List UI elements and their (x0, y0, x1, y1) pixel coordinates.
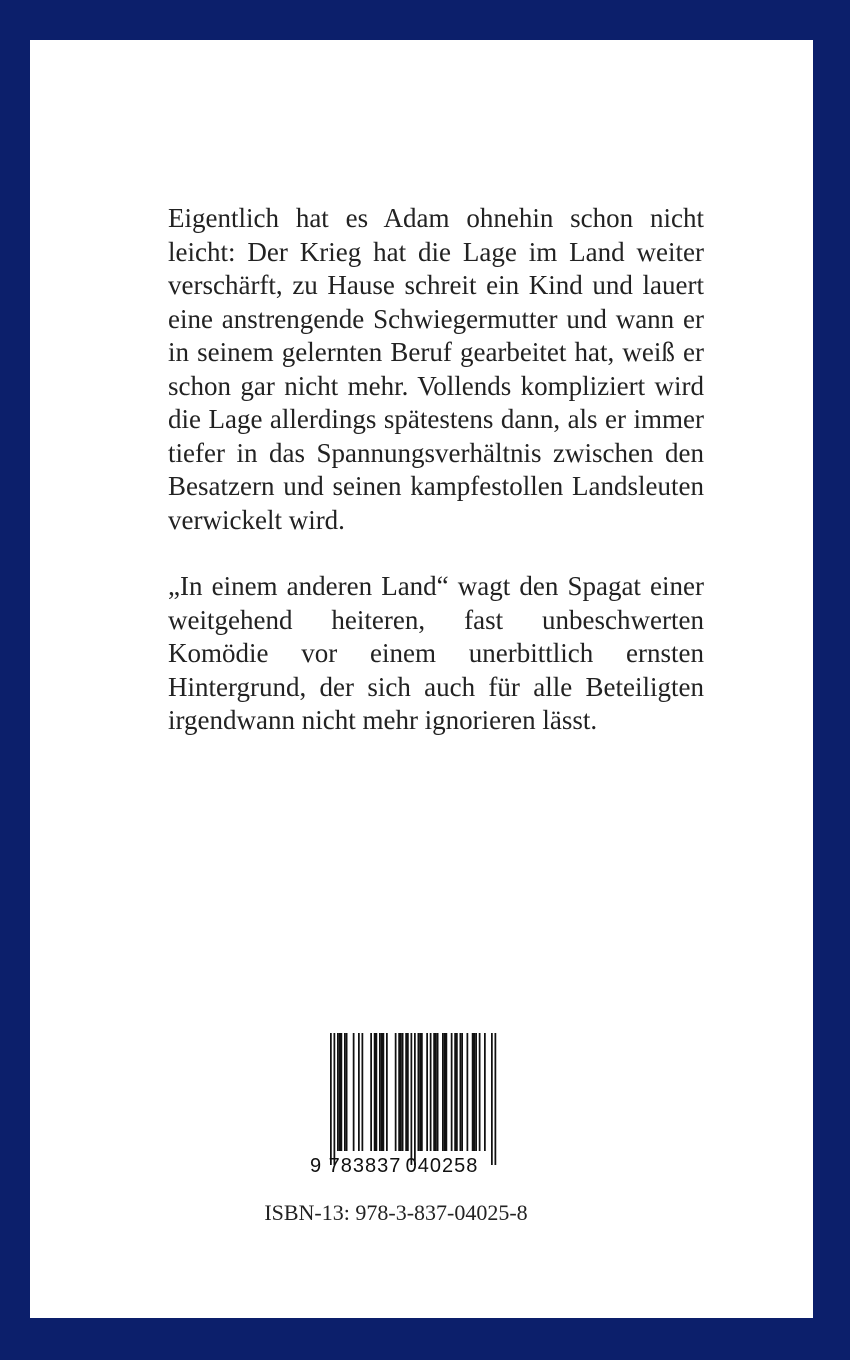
barcode-bar (421, 1033, 423, 1151)
barcode-bar (475, 1033, 477, 1151)
barcode-bar (370, 1033, 372, 1151)
barcode-bar (479, 1033, 481, 1151)
barcode-bar (467, 1033, 469, 1151)
blurb-text (168, 202, 704, 738)
barcode-bar (339, 1033, 341, 1151)
barcode-bar (430, 1033, 432, 1151)
barcode-bar (381, 1033, 383, 1151)
barcode-bar (444, 1033, 446, 1151)
barcode-bar (460, 1033, 462, 1151)
barcode-bar (451, 1033, 453, 1151)
barcode-bar (346, 1033, 348, 1151)
barcode-bar (376, 1033, 378, 1151)
blurb-paragraph-2: „In einem anderen Land“ wagt den Spagat einer weitgehend heiteren, fast unbeschwerten Komödie vor einem unerbittlich ernsten Hintergrund, der sich auch für alle Beteiligten irgendwann nicht mehr ignorieren lässt. (168, 571, 704, 735)
barcode-bar (358, 1033, 360, 1151)
blurb-paragraph-1: Eigentlich hat es Adam ohnehin schon nicht leicht: Der Krieg hat die Lage im Land weiter verschärft, zu Hause schreit ein Kind und lauert eine anstrengende Schwiegermutter und wann er in seinem gelernten Beruf gearbeitet hat, weiß er schon gar nicht mehr. Vollends kompliziert wird die Lage allerdings spätestens dann, als er immer tiefer in das Spannungsverhältnis zwischen den Besatzern und seinen kampfestollen Landsleuten verwickelt wird. (168, 203, 704, 535)
barcode-bar (446, 1033, 448, 1151)
barcode-bar (461, 1033, 463, 1151)
barcode-lead-digit: 9 (310, 1155, 322, 1177)
barcode-bar (435, 1033, 437, 1151)
barcode-bar (344, 1033, 346, 1151)
barcode-bar (407, 1033, 409, 1151)
barcode-bar (337, 1033, 339, 1151)
barcode-bar (405, 1033, 407, 1151)
barcode-bar (386, 1033, 388, 1151)
barcode-bar (419, 1033, 421, 1151)
barcode-bar (437, 1033, 439, 1151)
barcode-bar (472, 1033, 474, 1151)
barcode-bar (474, 1033, 476, 1151)
back-cover-page (30, 40, 813, 1318)
barcode (306, 1030, 506, 1180)
barcode-bar (353, 1033, 355, 1151)
barcode-bar (330, 1033, 332, 1165)
barcode-bar (418, 1033, 420, 1151)
barcode-bar (334, 1033, 336, 1165)
barcode-bar (400, 1033, 402, 1151)
barcode-bar (383, 1033, 385, 1151)
isbn-label: ISBN-13: 978-3-837-04025-8 (264, 1200, 528, 1225)
barcode-bar (395, 1033, 397, 1151)
barcode-graphic (306, 1030, 506, 1180)
barcode-bar (456, 1033, 458, 1151)
barcode-bar (454, 1033, 456, 1151)
barcode-bar (495, 1033, 497, 1165)
barcode-bar (433, 1033, 435, 1151)
barcode-bar (402, 1033, 404, 1151)
barcode-bar (341, 1033, 343, 1151)
barcode-bar (484, 1033, 486, 1151)
barcode-bar (414, 1033, 416, 1165)
barcode-bar (374, 1033, 376, 1151)
barcode-left-digits: 783837 (328, 1155, 402, 1177)
barcode-bar (411, 1033, 413, 1165)
barcode-right-digits: 040258 (405, 1155, 479, 1177)
barcode-bar (442, 1033, 444, 1151)
barcode-bar (426, 1033, 428, 1151)
barcode-bar (398, 1033, 400, 1151)
barcode-bar (491, 1033, 493, 1165)
barcode-bar (362, 1033, 364, 1151)
barcode-bar (379, 1033, 381, 1151)
